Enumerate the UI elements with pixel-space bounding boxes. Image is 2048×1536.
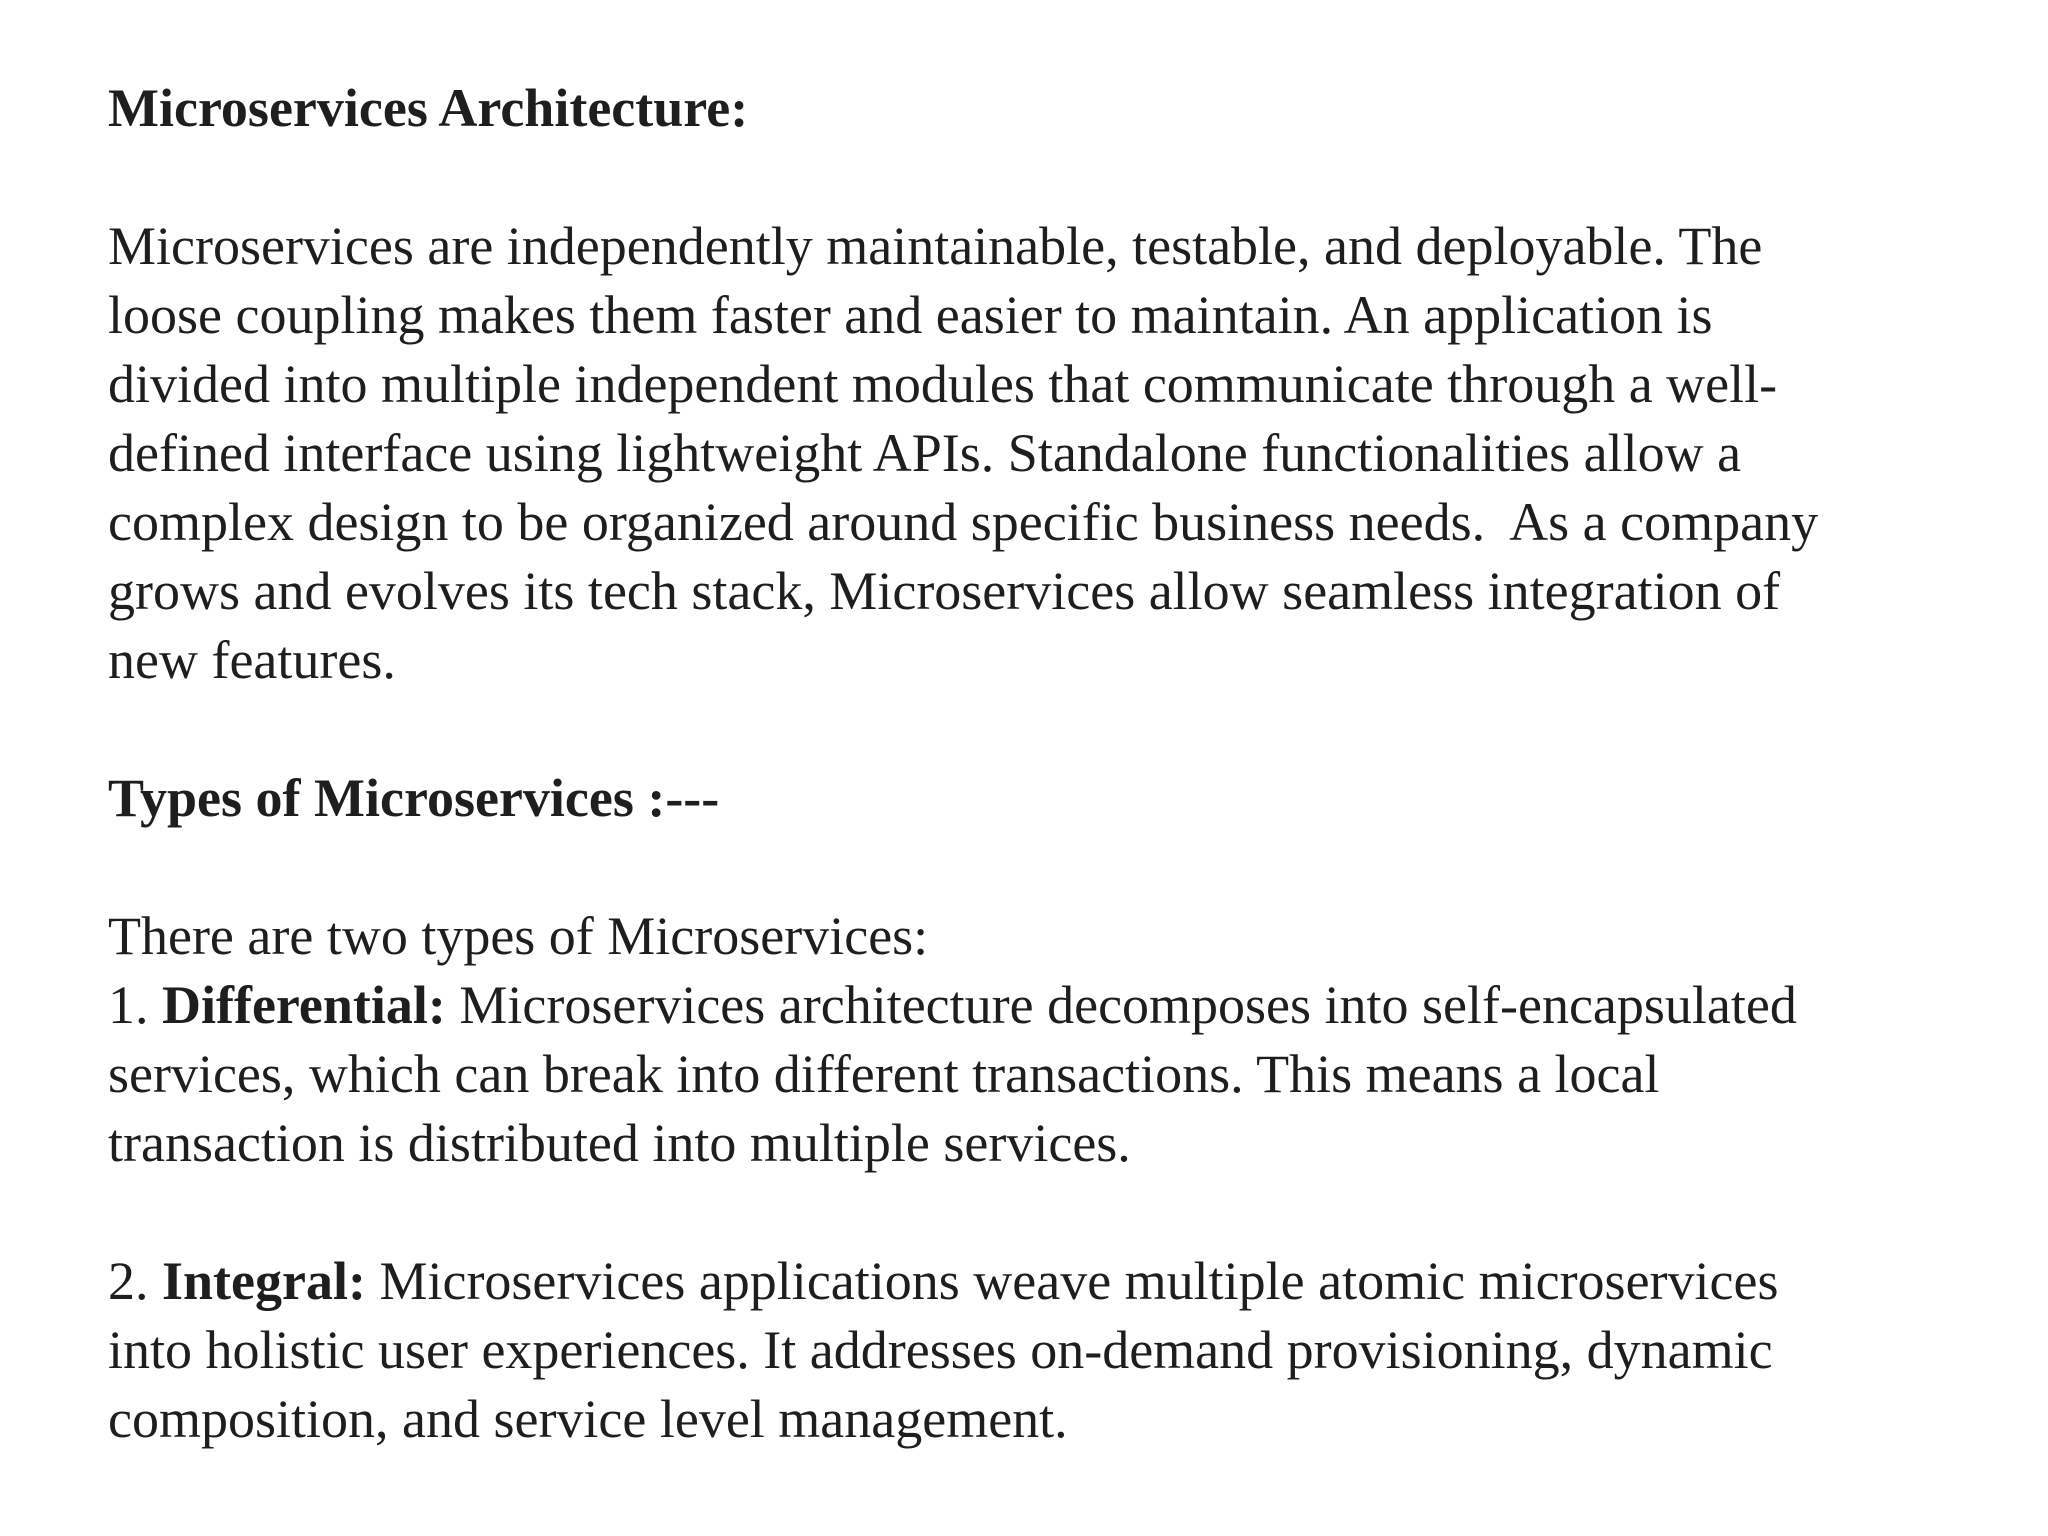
- spacer: [108, 143, 1968, 212]
- paragraph-line: Microservices are independently maintainable, testable, and deployable. The: [108, 216, 1763, 276]
- heading-text: Microservices Architecture:: [108, 78, 749, 138]
- heading-types-of-microservices: [108, 764, 1968, 833]
- item-number: 1.: [108, 975, 149, 1035]
- paragraph-line: loose coupling makes them faster and easier to maintain. An application is: [108, 285, 1713, 345]
- heading-text: Types of Microservices :---: [108, 768, 720, 828]
- types-list: [108, 902, 1968, 1178]
- list-item-integral: [108, 1247, 1968, 1316]
- paragraph-line: transaction is distributed into multiple services.: [108, 1113, 1131, 1173]
- paragraph-overview: [108, 212, 1968, 695]
- spacer: [108, 695, 1968, 764]
- spacer: [108, 1178, 1968, 1247]
- spacer: [108, 833, 1968, 902]
- paragraph-line: into holistic user experiences. It addresses on-demand provisioning, dynamic: [108, 1320, 1773, 1380]
- paragraph-line: composition, and service level management.: [108, 1389, 1068, 1449]
- list-item-differential: [108, 971, 1968, 1040]
- paragraph-line: defined interface using lightweight APIs. Standalone functionalities allow a: [108, 423, 1742, 483]
- paragraph-line: complex design to be organized around specific business needs. As a company: [108, 492, 1819, 552]
- types-intro: There are two types of Microservices:: [108, 906, 929, 966]
- paragraph-line: new features.: [108, 630, 396, 690]
- item-number: 2.: [108, 1251, 149, 1311]
- document-body: [108, 74, 1968, 1454]
- paragraph-line: services, which can break into different transactions. This means a local: [108, 1044, 1660, 1104]
- heading-microservices-architecture: [108, 74, 1968, 143]
- item-text: Microservices architecture decomposes into self-encapsulated: [459, 975, 1797, 1035]
- item-text: Microservices applications weave multiple atomic microservices: [379, 1251, 1779, 1311]
- item-term: Differential:: [162, 975, 446, 1035]
- list-item-integral-block: [108, 1247, 1968, 1454]
- paragraph-line: divided into multiple independent modules that communicate through a well-: [108, 354, 1778, 414]
- item-term: Integral:: [162, 1251, 366, 1311]
- paragraph-line: grows and evolves its tech stack, Microservices allow seamless integration of: [108, 561, 1781, 621]
